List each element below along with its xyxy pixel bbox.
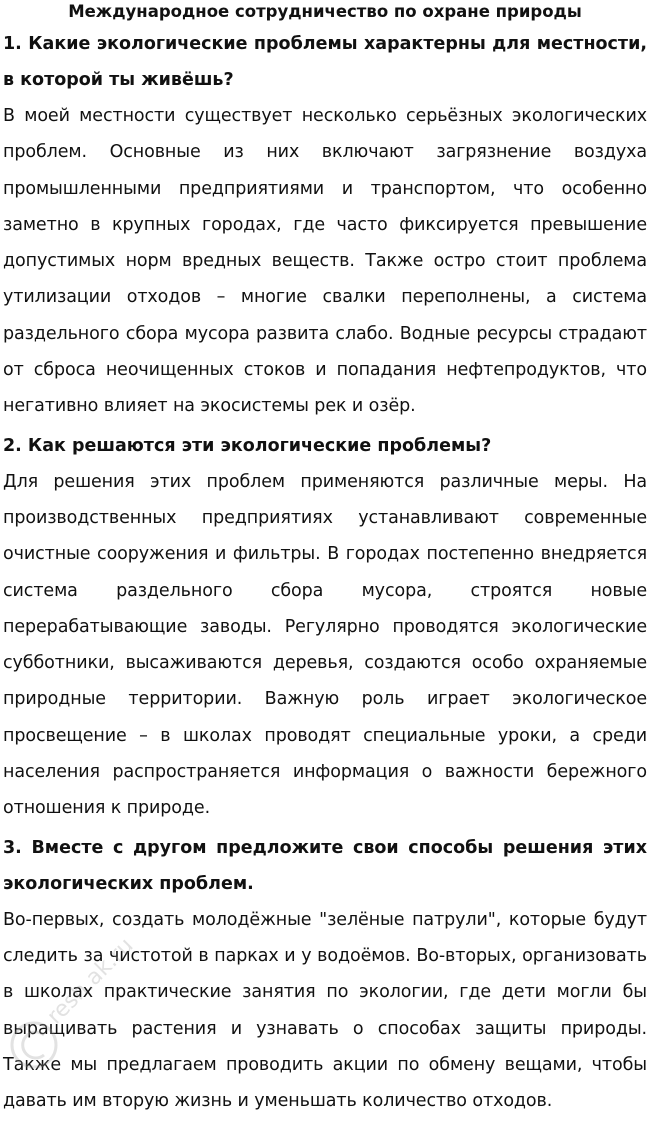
question-2: 2. Как решаются эти экологические проблемы? (3, 435, 492, 456)
answer-2: Для решения этих проблем применяются различные меры. На производственных предприятиях устанавливают современные очистные сооружения и фильтры. В городах постепенно внедряется система раздельного сбора мусора, строятся новые перерабатывающие заводы. Регулярно проводятся экологические субботники, высаживаются деревья, создаются особо охраняемые природные территории. Важную роль играет экологическое просвещение – в школах проводят специальные уроки, а среди населения распространяется информация о важности бережного отношения к природе. (3, 471, 647, 819)
watermark-text: resh.ak.ru (42, 933, 139, 1030)
question-3: 3. Вместе с другом предложите свои способы решения этих экологических проблем. (3, 837, 647, 894)
document-title: Международное сотрудничество по охране природы (68, 2, 582, 21)
answer-1: В моей местности существует несколько серьёзных экологических проблем. Основные из них включают загрязнение воздуха промышленными предприятиями и транспортом, что особенно заметно в крупных городах, где часто фиксируется превышение допустимых норм вредных веществ. Также остро стоит проблема утилизации отходов – многие свалки переполнены, а система раздельного сбора мусора развита слабо. Водные ресурсы страдают от сброса неочищенных стоков и попадания нефтепродуктов, что негативно влияет на экосистемы рек и озёр. (3, 106, 647, 417)
section-1 (3, 23, 647, 425)
answer-3: Во-первых, создать молодёжные "зелёные патрули", которые будут следить за чистотой в парках и у водоёмов. Во-вторых, организовать в школах практические занятия по экологии, где дети могли бы выращивать растения и узнавать о способах защиты природы. Также мы предлагаем проводить акции по обмену вещами, чтобы давать им вторую жизнь и уменьшать количество отходов. (3, 909, 647, 1112)
section-2 (3, 425, 647, 827)
section-3 (3, 827, 647, 1120)
question-1: 1. Какие экологические проблемы характерны для местности, в которой ты живёшь? (3, 34, 647, 90)
